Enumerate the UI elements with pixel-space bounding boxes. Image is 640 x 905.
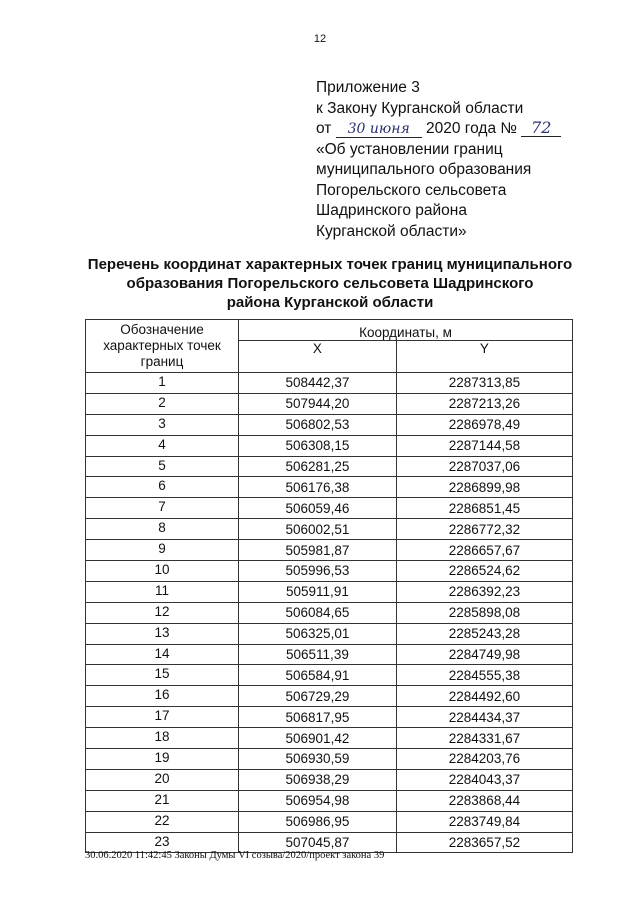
coordinate-y: 2284749,98 bbox=[396, 644, 572, 665]
table-row bbox=[86, 498, 573, 519]
coordinate-x: 506308,15 bbox=[239, 435, 397, 456]
table-row bbox=[86, 749, 573, 770]
table-row bbox=[86, 540, 573, 561]
point-number: 19 bbox=[86, 749, 239, 770]
table-row bbox=[86, 644, 573, 665]
table-row bbox=[86, 373, 573, 394]
title-line-1: Перечень координат характерных точек границ муниципального bbox=[87, 256, 573, 273]
point-number: 2 bbox=[86, 393, 239, 414]
coordinate-y: 2287313,85 bbox=[396, 373, 572, 394]
coordinate-x: 506954,98 bbox=[239, 790, 397, 811]
table-row bbox=[86, 519, 573, 540]
point-number: 3 bbox=[86, 414, 239, 435]
table-row bbox=[86, 393, 573, 414]
coordinate-y: 2285898,08 bbox=[396, 602, 572, 623]
coordinate-x: 506802,53 bbox=[239, 414, 397, 435]
coordinate-x: 506901,42 bbox=[239, 728, 397, 749]
handwritten-date: 30 июня bbox=[336, 121, 422, 138]
coordinate-y: 2284203,76 bbox=[396, 749, 572, 770]
title-line-3: района Курганской области bbox=[226, 294, 434, 311]
point-number: 21 bbox=[86, 790, 239, 811]
header-y: Y bbox=[396, 341, 572, 373]
table-row bbox=[86, 414, 573, 435]
table-row bbox=[86, 707, 573, 728]
coordinate-y: 2286899,98 bbox=[396, 477, 572, 498]
point-number: 16 bbox=[86, 686, 239, 707]
page-number: 12 bbox=[313, 33, 327, 45]
coordinate-x: 506817,95 bbox=[239, 707, 397, 728]
point-number: 15 bbox=[86, 665, 239, 686]
coordinate-x: 505911,91 bbox=[239, 581, 397, 602]
point-number: 5 bbox=[86, 456, 239, 477]
table-row bbox=[86, 623, 573, 644]
table-row bbox=[86, 728, 573, 749]
document-title bbox=[70, 255, 590, 312]
point-number: 8 bbox=[86, 519, 239, 540]
coordinate-x: 506059,46 bbox=[239, 498, 397, 519]
coordinates-table bbox=[85, 319, 573, 853]
coordinate-y: 2284492,60 bbox=[396, 686, 572, 707]
appendix-line-5: муниципального образования bbox=[316, 161, 532, 178]
coordinate-y: 2283657,52 bbox=[396, 832, 572, 853]
appendix-year-text: 2020 года № bbox=[426, 120, 517, 137]
coordinate-y: 2285243,28 bbox=[396, 623, 572, 644]
coordinate-y: 2284043,37 bbox=[396, 769, 572, 790]
coordinate-y: 2286524,62 bbox=[396, 561, 572, 582]
coordinate-x: 505996,53 bbox=[239, 561, 397, 582]
coordinate-x: 506930,59 bbox=[239, 749, 397, 770]
coordinate-x: 506325,01 bbox=[239, 623, 397, 644]
appendix-line-2: к Закону Курганской области bbox=[316, 99, 524, 117]
coordinate-y: 2284434,37 bbox=[396, 707, 572, 728]
appendix-line-4: «Об установлении границ bbox=[316, 140, 503, 158]
table-row bbox=[86, 665, 573, 686]
point-number: 20 bbox=[86, 769, 239, 790]
table-row bbox=[86, 477, 573, 498]
coordinate-y: 2287213,26 bbox=[396, 393, 572, 414]
coordinate-x: 505981,87 bbox=[239, 540, 397, 561]
header-designation: Обозначение характерных точек границ bbox=[86, 320, 239, 373]
coordinate-y: 2284555,38 bbox=[396, 665, 572, 686]
point-number: 12 bbox=[86, 602, 239, 623]
coordinate-x: 506938,29 bbox=[239, 769, 397, 790]
coordinate-x: 507944,20 bbox=[239, 393, 397, 414]
table-row bbox=[86, 435, 573, 456]
appendix-line-8: Курганской области» bbox=[316, 222, 467, 240]
coordinate-y: 2286978,49 bbox=[396, 414, 572, 435]
coordinate-x: 506584,91 bbox=[239, 665, 397, 686]
point-number: 17 bbox=[86, 707, 239, 728]
coordinate-y: 2283749,84 bbox=[396, 811, 572, 832]
coordinate-x: 506729,29 bbox=[239, 686, 397, 707]
coordinate-y: 2284331,67 bbox=[396, 728, 572, 749]
coordinate-y: 2286851,45 bbox=[396, 498, 572, 519]
coordinate-y: 2286657,67 bbox=[396, 540, 572, 561]
coordinate-y: 2287144,58 bbox=[396, 435, 572, 456]
header-coordinates: Координаты, м bbox=[239, 320, 573, 341]
appendix-line-7: Шадринского района bbox=[316, 202, 467, 219]
point-number: 10 bbox=[86, 561, 239, 582]
coordinate-x: 506002,51 bbox=[239, 519, 397, 540]
coordinate-x: 506281,25 bbox=[239, 456, 397, 477]
point-number: 18 bbox=[86, 728, 239, 749]
point-number: 13 bbox=[86, 623, 239, 644]
coordinate-x: 506511,39 bbox=[239, 644, 397, 665]
appendix-heading bbox=[316, 78, 616, 242]
point-number: 6 bbox=[86, 477, 239, 498]
handwritten-law-number: 72 bbox=[521, 120, 561, 137]
coordinate-x: 507045,87 bbox=[239, 832, 397, 853]
table-row bbox=[86, 456, 573, 477]
table-row bbox=[86, 686, 573, 707]
table-row bbox=[86, 811, 573, 832]
title-line-2: образования Погорельского сельсовета Шадринского bbox=[126, 275, 534, 292]
header-x: X bbox=[239, 341, 397, 373]
coordinate-y: 2286772,32 bbox=[396, 519, 572, 540]
point-number: 23 bbox=[86, 832, 239, 853]
table-row bbox=[86, 561, 573, 582]
table-row bbox=[86, 790, 573, 811]
appendix-line-3 bbox=[316, 119, 616, 140]
coordinate-x: 508442,37 bbox=[239, 373, 397, 394]
appendix-line-6: Погорельского сельсовета bbox=[316, 181, 507, 199]
point-number: 9 bbox=[86, 540, 239, 561]
point-number: 4 bbox=[86, 435, 239, 456]
point-number: 14 bbox=[86, 644, 239, 665]
appendix-line-1: Приложение 3 bbox=[316, 79, 420, 96]
appendix-prefix: от bbox=[316, 120, 332, 137]
point-number: 1 bbox=[86, 373, 239, 394]
coordinate-y: 2286392,23 bbox=[396, 581, 572, 602]
table-row bbox=[86, 602, 573, 623]
coordinate-x: 506986,95 bbox=[239, 811, 397, 832]
point-number: 22 bbox=[86, 811, 239, 832]
coordinate-y: 2287037,06 bbox=[396, 456, 572, 477]
coordinate-y: 2283868,44 bbox=[396, 790, 572, 811]
coordinate-x: 506084,65 bbox=[239, 602, 397, 623]
footer-stamp: 30.06.2020 11:42:45 Законы Думы VI созыва/2020/проект закона 39 bbox=[85, 850, 385, 861]
point-number: 7 bbox=[86, 498, 239, 519]
point-number: 11 bbox=[86, 581, 239, 602]
coordinate-x: 506176,38 bbox=[239, 477, 397, 498]
table-row bbox=[86, 581, 573, 602]
coordinates-table-body bbox=[86, 373, 573, 853]
table-row bbox=[86, 769, 573, 790]
